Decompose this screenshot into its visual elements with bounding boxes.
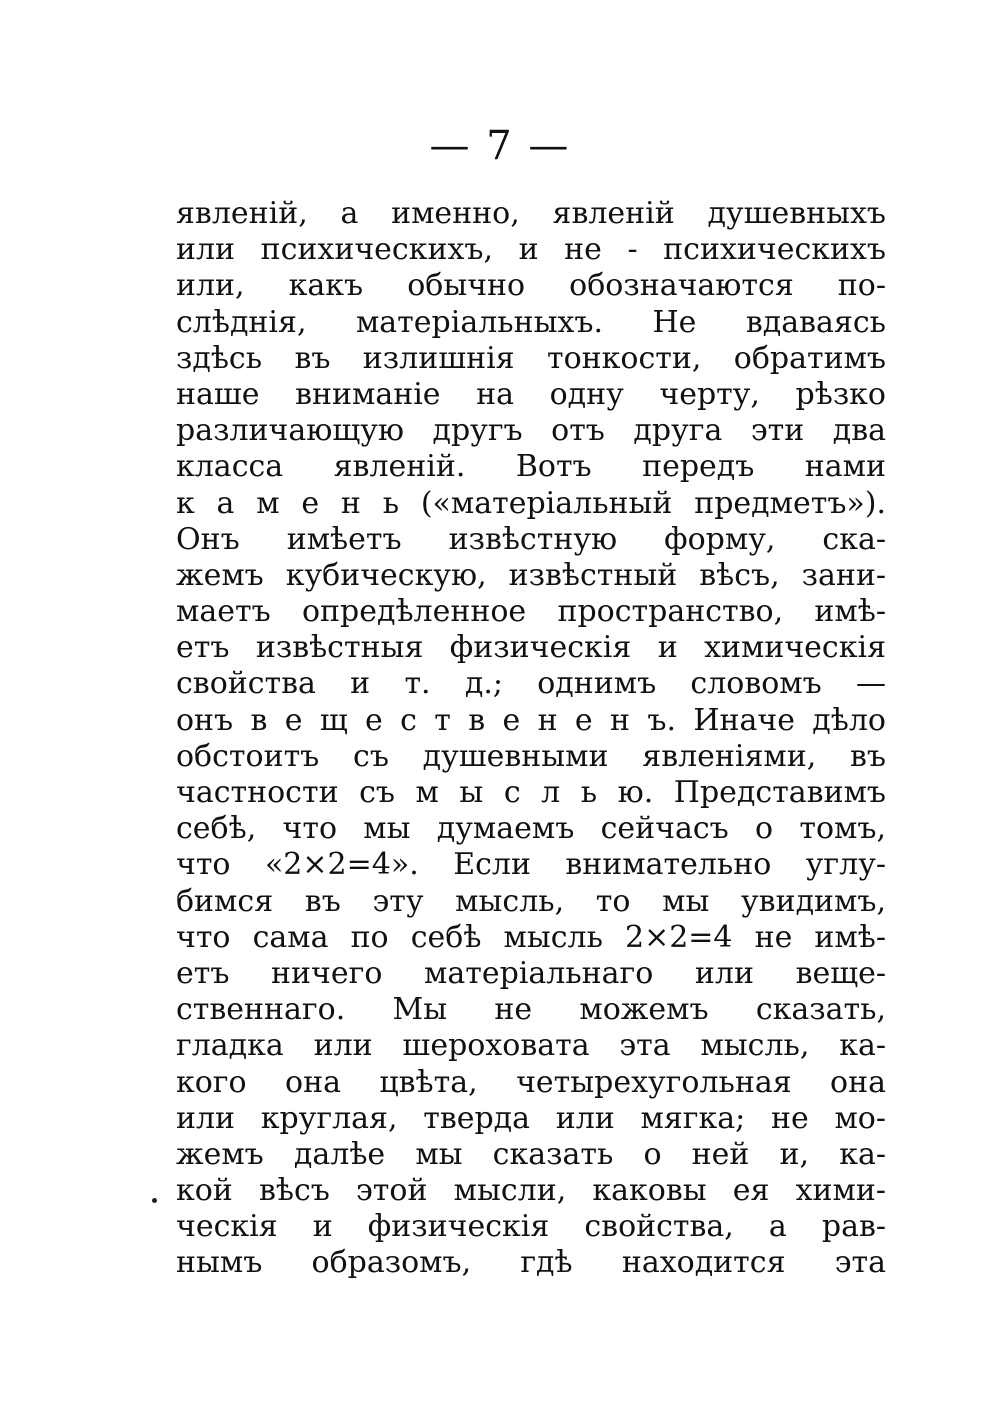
text-line: здѣсь въ излишнія тонкости, обратимъ xyxy=(176,340,886,376)
text-line: ческія и физическія свойства, а рав- xyxy=(176,1209,886,1245)
text-line: себѣ, что мы думаемъ сейчасъ о томъ, xyxy=(176,811,886,847)
text-line: явленій, а именно, явленій душевныхъ xyxy=(176,196,886,231)
text-line: различающую другъ отъ друга эти два xyxy=(176,413,886,449)
text-line: или круглая, тверда или мягка; не мо- xyxy=(176,1100,886,1136)
text-line: что «2×2=4». Если внимательно углу- xyxy=(176,847,886,883)
text-line: частности съ м ы с л ь ю. Представимъ xyxy=(176,775,886,810)
text-line: класса явленій. Вотъ передъ нами xyxy=(176,449,886,485)
stray-ink-dot xyxy=(152,1198,157,1203)
text-line: етъ ничего матеріальнаго или веще- xyxy=(176,955,886,991)
text-line: к а м е н ь («матеріальный предметъ»). xyxy=(176,485,886,521)
text-line: кой вѣсъ этой мысли, каковы ея хими- xyxy=(176,1173,886,1209)
text-line: етъ извѣстныя физическія и химическія xyxy=(176,630,886,666)
text-line: бимся въ эту мысль, то мы увидимъ, xyxy=(176,883,886,919)
page-number: — 7 — xyxy=(429,123,571,169)
text-line: слѣднія, матеріальныхъ. Не вдаваясь xyxy=(176,304,886,340)
text-line: или психическихъ, и не - психическихъ xyxy=(176,232,886,268)
text-line: или, какъ обычно обозначаются по- xyxy=(176,268,886,304)
text-line: маетъ опредѣленное пространство, имѣ- xyxy=(176,594,886,630)
text-line: онъ в е щ е с т в е н е н ъ. Иначе дѣло xyxy=(176,702,886,738)
text-line: жемъ кубическую, извѣстный вѣсъ, зани- xyxy=(176,557,886,593)
text-line: свойства и т. д.; однимъ словомъ — xyxy=(176,666,886,702)
text-line: ственнаго. Мы не можемъ сказать, xyxy=(176,992,886,1028)
text-line: Онъ имѣетъ извѣстную форму, ска- xyxy=(176,521,886,557)
text-line: гладка или шероховата эта мысль, ка- xyxy=(176,1028,886,1064)
text-line: наше вниманіе на одну черту, рѣзко xyxy=(176,376,886,412)
body-text xyxy=(176,196,886,1282)
text-line: обстоитъ съ душевными явленіями, въ xyxy=(176,738,886,774)
text-line: что сама по себѣ мысль 2×2=4 не имѣ- xyxy=(176,919,886,955)
text-line: кого она цвѣта, четырехугольная она xyxy=(176,1064,886,1100)
text-line: жемъ далѣе мы сказать о ней и, ка- xyxy=(176,1136,886,1172)
text-line: нымъ образомъ, гдѣ находится эта xyxy=(176,1245,886,1281)
